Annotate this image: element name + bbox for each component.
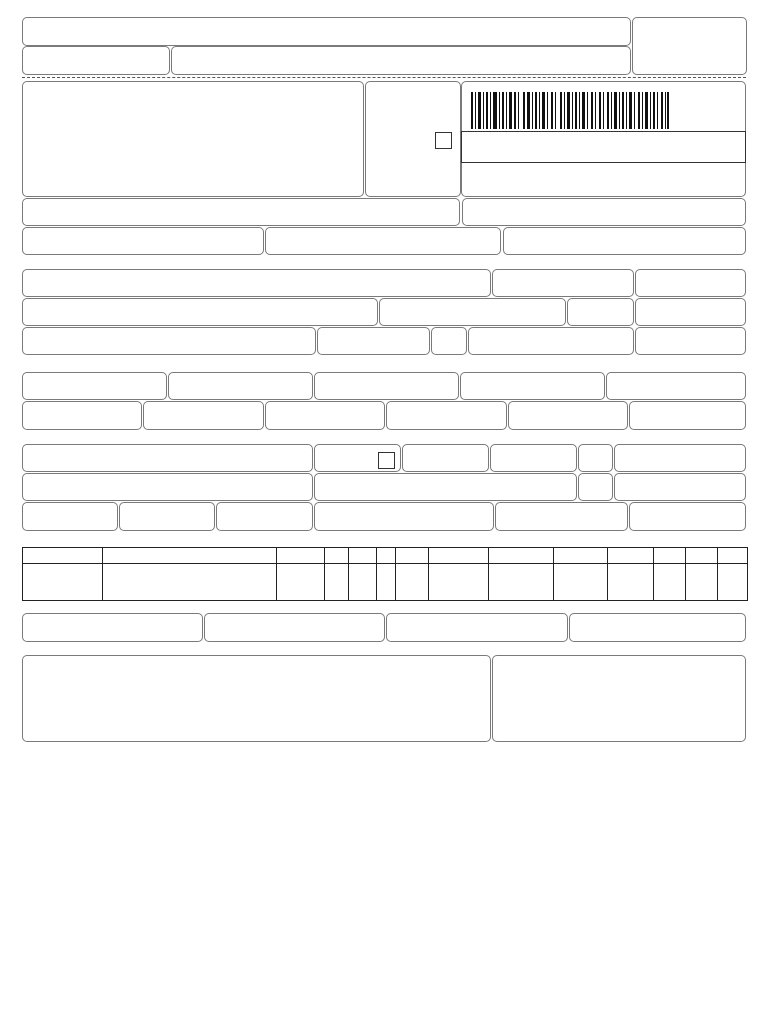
net-weight-field <box>629 502 746 531</box>
carrier-ie-field <box>614 473 746 501</box>
recipient-time-field <box>635 327 746 355</box>
fiscal-reserved-field <box>492 655 746 742</box>
table-header-cell <box>23 548 103 564</box>
substitute-registration-field <box>265 227 501 255</box>
recipient-address-field <box>22 298 378 326</box>
tax-field-3 <box>314 372 459 400</box>
recipient-zip-field <box>567 298 634 326</box>
carrier-city-field <box>314 473 577 501</box>
tax-field-11 <box>629 401 746 430</box>
tax-field-10 <box>508 401 628 430</box>
tax-field-5 <box>606 372 746 400</box>
recipient-phone-field <box>317 327 430 355</box>
table-cell <box>654 564 686 601</box>
recipient-name-field <box>22 269 491 297</box>
table-cell <box>396 564 429 601</box>
table-cell <box>489 564 554 601</box>
table-header-cell <box>654 548 686 564</box>
table-cell <box>608 564 654 601</box>
tax-field-1 <box>22 372 167 400</box>
state-registration-field <box>22 227 264 255</box>
table-header-cell <box>277 548 325 564</box>
header-field-side <box>632 17 747 75</box>
issqn-field-3 <box>386 613 568 642</box>
table-cell <box>349 564 377 601</box>
table-cell <box>325 564 349 601</box>
recipient-cnpj-field <box>492 269 634 297</box>
vehicle-uf-field <box>578 444 613 472</box>
carrier-address-field <box>22 473 313 501</box>
table-cell <box>429 564 489 601</box>
gross-weight-field <box>495 502 628 531</box>
tax-field-4 <box>460 372 605 400</box>
products-table <box>22 547 748 601</box>
table-header-cell <box>686 548 718 564</box>
table-cell <box>686 564 718 601</box>
volume-brand-field <box>216 502 313 531</box>
table-header-cell <box>377 548 396 564</box>
vehicle-plate-field <box>490 444 577 472</box>
issqn-field-4 <box>569 613 746 642</box>
carrier-uf-field <box>578 473 613 501</box>
operation-nature-field <box>22 198 460 226</box>
header-field-title <box>22 17 631 46</box>
barcode-icon <box>471 92 669 129</box>
header-field-a <box>22 46 170 75</box>
issuer-block <box>22 81 364 197</box>
table-header-cell <box>718 548 748 564</box>
table-header-cell <box>349 548 377 564</box>
issqn-field-1 <box>22 613 203 642</box>
recipient-city-field <box>22 327 316 355</box>
carrier-cnpj-field <box>614 444 746 472</box>
table-header-cell <box>325 548 349 564</box>
volume-qty-field <box>22 502 118 531</box>
header-field-b <box>171 46 631 75</box>
tax-field-9 <box>386 401 507 430</box>
volume-number-field <box>314 502 494 531</box>
table-header-cell <box>429 548 489 564</box>
checkbox-icon[interactable] <box>378 452 395 469</box>
antt-code-field <box>402 444 489 472</box>
protocol-field <box>462 198 746 226</box>
recipient-uf-field <box>431 327 467 355</box>
table-header-cell <box>489 548 554 564</box>
recipient-district-field <box>379 298 566 326</box>
tax-field-6 <box>22 401 142 430</box>
table-cell <box>23 564 103 601</box>
table-cell <box>277 564 325 601</box>
access-key-field <box>461 131 746 163</box>
cut-line-divider <box>22 77 746 78</box>
table-cell <box>103 564 277 601</box>
table-cell <box>718 564 748 601</box>
additional-info-field <box>22 655 491 742</box>
table-cell <box>554 564 608 601</box>
table-header-cell <box>396 548 429 564</box>
table-header-cell <box>554 548 608 564</box>
tax-field-7 <box>143 401 264 430</box>
recipient-ie-field <box>468 327 634 355</box>
table-cell <box>377 564 396 601</box>
tax-field-8 <box>265 401 385 430</box>
table-header-cell <box>608 548 654 564</box>
carrier-name-field <box>22 444 313 472</box>
table-header-cell <box>103 548 277 564</box>
volume-species-field <box>119 502 215 531</box>
table-header-row <box>23 548 748 564</box>
recipient-date-field <box>635 269 746 297</box>
table-row <box>23 564 748 601</box>
recipient-exit-date-field <box>635 298 746 326</box>
tax-field-2 <box>168 372 313 400</box>
checkbox-icon[interactable] <box>435 132 452 149</box>
cnpj-field <box>503 227 746 255</box>
issqn-field-2 <box>204 613 385 642</box>
